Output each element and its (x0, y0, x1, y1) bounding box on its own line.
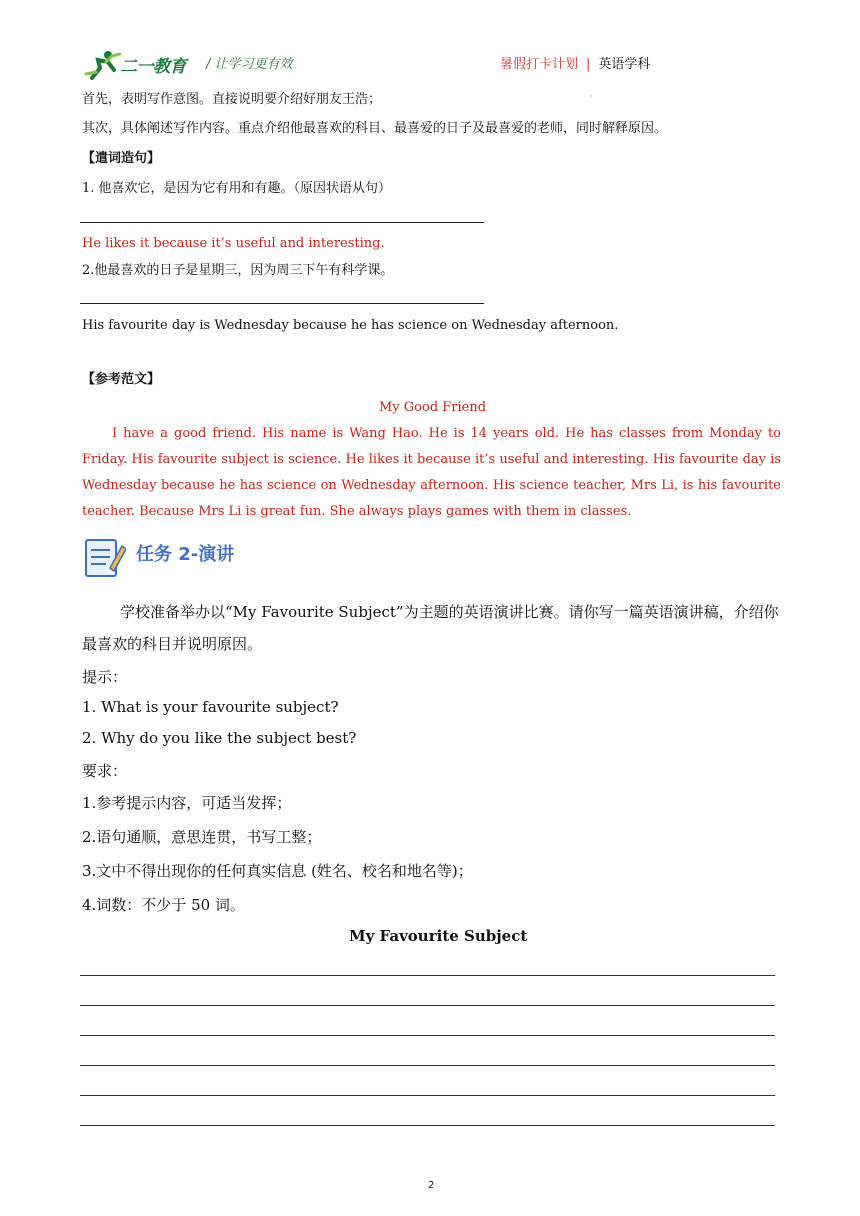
stray-dot: · (590, 92, 593, 101)
header-plan: 暑假打卡计划 (500, 57, 579, 72)
sentences-heading: 【遣词造句】 (82, 151, 161, 166)
sample-title: My Good Friend (379, 400, 487, 415)
requirement-4: 4.词数：不少于 50 词。 (82, 896, 245, 914)
question-2: 2.他最喜欢的日子是星期三，因为周三下午有科学课。 (82, 263, 394, 278)
sample-heading: 【参考范文】 (82, 372, 161, 387)
requirement-1: 1.参考提示内容，可适当发挥； (82, 794, 292, 812)
writing-line[interactable] (80, 1005, 775, 1006)
writing-line[interactable] (80, 975, 775, 976)
essay-title: My Favourite Subject (349, 927, 528, 945)
answer-1: He likes it because it’s useful and interesting. (82, 236, 385, 251)
answer-line-1 (80, 222, 484, 223)
writing-line[interactable] (80, 1125, 775, 1126)
page-number: 2 (428, 1180, 435, 1191)
hint-1: 1. What is your favourite subject? (82, 698, 339, 716)
answer-2: His favourite day is Wednesday because he has science on Wednesday afternoon. (82, 318, 619, 333)
header-subject: 英语学科 (598, 57, 651, 72)
logo-text: 二一教育 (120, 57, 186, 77)
writing-line[interactable] (80, 1035, 775, 1036)
runner-logo-icon (84, 48, 124, 82)
slogan: / 让学习更有效 (206, 57, 293, 72)
notepad-pencil-icon (82, 534, 126, 580)
question-1: 1. 他喜欢它，是因为它有用和有趣。（原因状语从句） (82, 181, 392, 196)
writing-line[interactable] (80, 1065, 775, 1066)
header-separator: | (586, 57, 591, 72)
writing-intent-line: 首先，表明写作意图。直接说明要介绍好朋友王浩； (82, 92, 382, 107)
hint-2: 2. Why do you like the subject best? (82, 729, 357, 747)
requirement-3: 3.文中不得出现你的任何真实信息 (姓名、校名和地名等)； (82, 862, 473, 880)
writing-line[interactable] (80, 1095, 775, 1096)
hint-label: 提示： (82, 668, 128, 686)
answer-line-2 (80, 303, 484, 304)
header-right (500, 53, 650, 72)
task-intro: 学校准备举办以“My Favourite Subject”为主题的英语演讲比赛。请你写一篇英语演讲稿，介绍你最喜欢的科目并说明原因。 (82, 603, 779, 653)
task-title: 任务 2-演讲 (136, 544, 235, 565)
writing-content-line: 其次，具体阐述写作内容。重点介绍他最喜欢的科目、最喜爱的日子及最喜爱的老师，同时解释原因。 (82, 121, 668, 136)
requirements-label: 要求： (82, 762, 128, 780)
sample-essay: I have a good friend. His name is Wang Hao. He is 14 years old. He has classes from Monday to Friday. His favourite subject is science. He likes it because it’s useful and interesting. His favourite day is Wednesday because he has science on Wednesday afternoon. His science teacher, Mrs Li, is his favourite teacher. Because Mrs Li is great fun. She always plays games with them in classes. (82, 426, 781, 519)
requirement-2: 2.语句通顺，意思连贯，书写工整； (82, 828, 322, 846)
